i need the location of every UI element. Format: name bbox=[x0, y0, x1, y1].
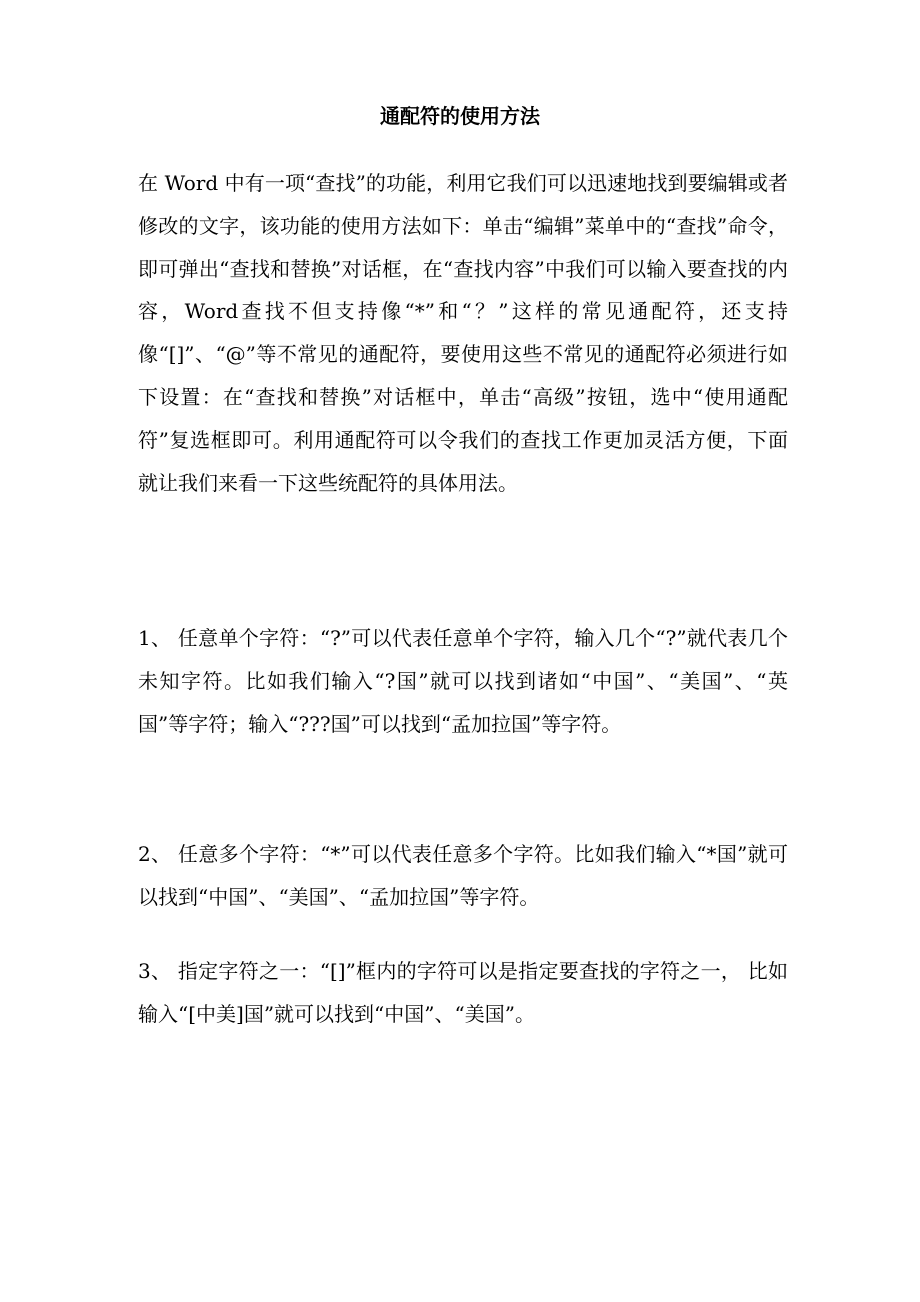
page-title: 通配符的使用方法 bbox=[380, 104, 540, 128]
list-item: 3、 指定字符之一：“[]”框内的字符可以是指定要查找的字符之一， 比如输入“[中美]国”就可以找到“中国”、“美国”。 bbox=[138, 959, 788, 1026]
list-item: 2、 任意多个字符：“*”可以代表任意多个字符。比如我们输入“*国”就可以找到“中国”、“美国”、“孟加拉国”等字符。 bbox=[138, 842, 788, 909]
intro-paragraph: 在 Word 中有一项“查找”的功能，利用它我们可以迅速地找到要编辑或者修改的文字，该功能的使用方法如下：单击“编辑”菜单中的“查找”命令，即可弹出“查找和替换”对话框，在“查找内容”中我们可以输入要查找的内容，Word查找不但支持像“*”和“？”这样的常见通配符，还支持像“[]”、“@”等不常见的通配符，要使用这些不常见的通配符必须进行如下设置：在“查找和替换”对话框中，单击“高级”按钮，选中“使用通配符”复选框即可。利用通配符可以令我们的查找工作更加灵活方便，下面就让我们来看一下这些统配符的具体用法。 bbox=[138, 171, 788, 495]
list-item: 1、 任意单个字符：“?”可以代表任意单个字符，输入几个“?”就代表几个未知字符。比如我们输入“?国”就可以找到诸如“中国”、“美国”、“英国”等字符；输入“???国”可以找到“孟加拉国”等字符。 bbox=[138, 626, 788, 736]
